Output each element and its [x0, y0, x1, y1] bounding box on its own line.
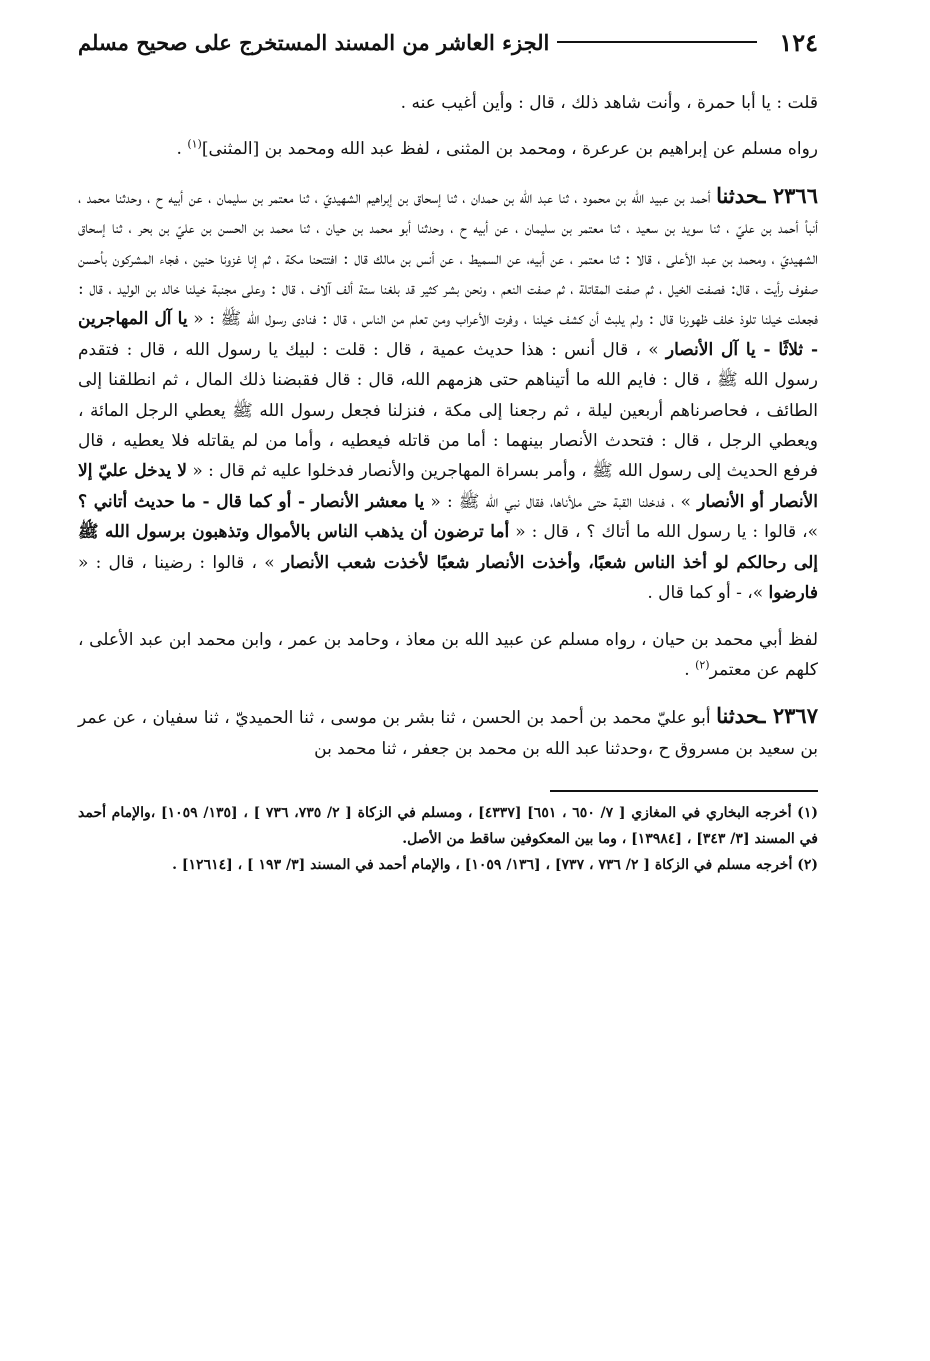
hadith-2366: [78, 181, 818, 609]
body-text: [78, 88, 818, 764]
paragraph-text: لفظ أبي محمد بن حيان ، رواه مسلم عن عبيد الله بن معاذ ، وحامد بن عمر ، وابن محمد ابن عبد الأعلى ، كلهم عن معتمر: [78, 629, 818, 680]
prophetic-quote: يا معشر الأنصار - أو كما قال - ما حديث أتاني ؟: [78, 491, 425, 512]
header-rule: [557, 41, 757, 43]
haddathana-word: حدثنا: [716, 703, 760, 729]
hadith-text: »، قالوا : يا رسول الله ما أتاك ؟ ، قال : «: [509, 522, 818, 543]
hadith-text: أبو عليّ محمد بن أحمد بن الحسن ، ثنا بشر بن موسى ، ثنا الحميديّ ، ثنا سفيان ، عن عمر بن سعيد بن مسروق ح ،وحدثنا عبد الله بن محمد بن جعفر ، ثنا محمد بن: [78, 708, 818, 759]
paragraph-lafz: [78, 625, 818, 686]
hadith-text: » ، قالوا : رضينا ، قال : «: [78, 552, 282, 573]
hadith-text: » ، قال أنس : هذا حديث عمية ، قال : قلت : لبيك يا رسول الله ، قال : فتقدم رسول الله ﷺ ، قال : فايم الله ما أتيناهم حتى هزمهم الله، قال : قال فقبضنا ذلك المال ، ثم انطلقنا إلى الطائف ، فحاصرناهم أربعين ليلة ، ثم رجعنا إلى مكة ، فنزلنا فجعل رسول الله ﷺ يعطي الرجل المائة ، ويعطي الرجل ، قال : فتحدث الأنصار بينهما : أما من قاتله فيعطيه ، وأما من لم يقاتله فلا يعطيه ، قال فرفع الحديث إلى رسول الله ﷺ ، وأمر بسراة المهاجرين والأنصار فدخلوا عليه ثم قال : «: [78, 339, 818, 482]
hadith-text: أحمد بن عبيد الله بن محمود ، ثنا عبد الله بن حمدان ، ثنا إسحاق بن إبراهيم الشهيديّ ، ثنا معتمر بن سليمان ، عن أبيه ح ، وحدثنا محمد ، أنبأ أحمد بن عليّ ، ثنا سويد بن سعيد ، ثنا معتمر بن سليمان ، عن أبيه ح ، وحدثنا أبو محمد بن حيان ، ثنا محمد بن الحسن بن عليّ بن بحر ، ثنا إسحاق الشهيديّ ، ومحمد بن عبد الأعلى ، قالا : ثنا معتمر ، عن أبيه، عن السميط ، عن أنس بن مالك قال : افتتحنا مكة ، ثم إنا غزونا حنين ، فجاء المشركون بأحسن صفوف رأيت ، قال: فصفت الخيل ، ثم صفت المقاتلة ، ثم صفت النعم ، ونحن بشر كثير قد بلغنا ستة ألف آلاف ، قال : وعلى مجنبة خيلنا خالد بن الوليد ، قال : فجعلت خيلنا تلوذ خلف ظهورنا قال : ولم يلبث أن كشف خيلنا ، وفرت الأعراب ومن تعلم من الناس ، قال : فنادى رسول الله ﷺ : «: [78, 187, 818, 330]
hadith-2367: [78, 701, 818, 764]
haddathana-word: حدثنا: [716, 182, 760, 208]
hadith-number-value: ٢٣٦٧ ـ: [759, 703, 818, 729]
paragraph-end: .: [684, 659, 696, 680]
page-number: ١٢٤: [779, 27, 818, 57]
prophetic-quote: أما ترضون أن يذهب الناس بالأموال وتذهبون برسول الله ﷺ إلى رحالكم لو أخذ الناس شعبًا، وأخذت الأنصار شعبًا لأخذت شعب الأنصار: [78, 522, 818, 573]
hadith-number: [716, 703, 818, 728]
paragraph-rawahu-1: [78, 134, 818, 164]
footnote-separator: [550, 790, 818, 792]
paragraph-text: رواه مسلم عن إبراهيم بن عرعرة ، ومحمد بن المثنى ، لفظ عبد الله ومحمد بن [المثنى]: [201, 139, 818, 160]
footnote-1: (١) أخرجه البخاري في المغازي [ ٧/ ٦٥٠ ، ٦٥١] [٤٣٣٧] ، ومسلم في الزكاة [ ٢/ ٧٣٥، ٧٣٦ ] ، [١٣٥/ ١٠٥٩] ،والإمام أحمد في المسند [٣/ ٣٤٣] ، [١٣٩٨٤] ، وما بين المعكوفين ساقط من الأصل.: [78, 805, 818, 848]
hadith-number: [716, 183, 818, 208]
hadith-text: »، - أو كما قال .: [647, 583, 769, 604]
hadith-number-value: ٢٣٦٦ ـ: [759, 182, 818, 208]
hadith-text: » ، فدخلنا القبة حتى ملأناها، فقال نبي الله ﷺ : «: [424, 491, 698, 512]
prophetic-quote: يا آل المهاجرين - ثلاثًا - يا آل الأنصار: [78, 309, 818, 360]
paragraph-qult: [78, 88, 818, 118]
paragraph-end: .: [176, 139, 188, 160]
footnote-2: (٢) أخرجه مسلم في الزكاة [ ٢/ ٧٣٦ ، ٧٣٧] ، [١٣٦/ ١٠٥٩] ، والإمام أحمد في المسند [٣/ ١٩٣ ] ، [١٢٦١٤] .: [172, 857, 818, 874]
footnote-marker-1: (١): [187, 137, 202, 151]
running-header: [78, 22, 818, 62]
prophetic-quote: فارضوا: [768, 583, 818, 604]
footnote-marker-2: (٢): [695, 658, 710, 672]
page: [78, 22, 818, 1331]
running-title: الجزء العاشر من المسند المستخرج على صحيح مسلم: [78, 29, 550, 55]
paragraph-text: قلت : يا أبا حمرة ، وأنت شاهد ذلك ، قال : وأين أغيب عنه .: [400, 93, 818, 113]
footnotes: [78, 800, 818, 878]
prophetic-quote: لا يدخل عليّ إلا الأنصار أو الأنصار: [78, 461, 818, 512]
